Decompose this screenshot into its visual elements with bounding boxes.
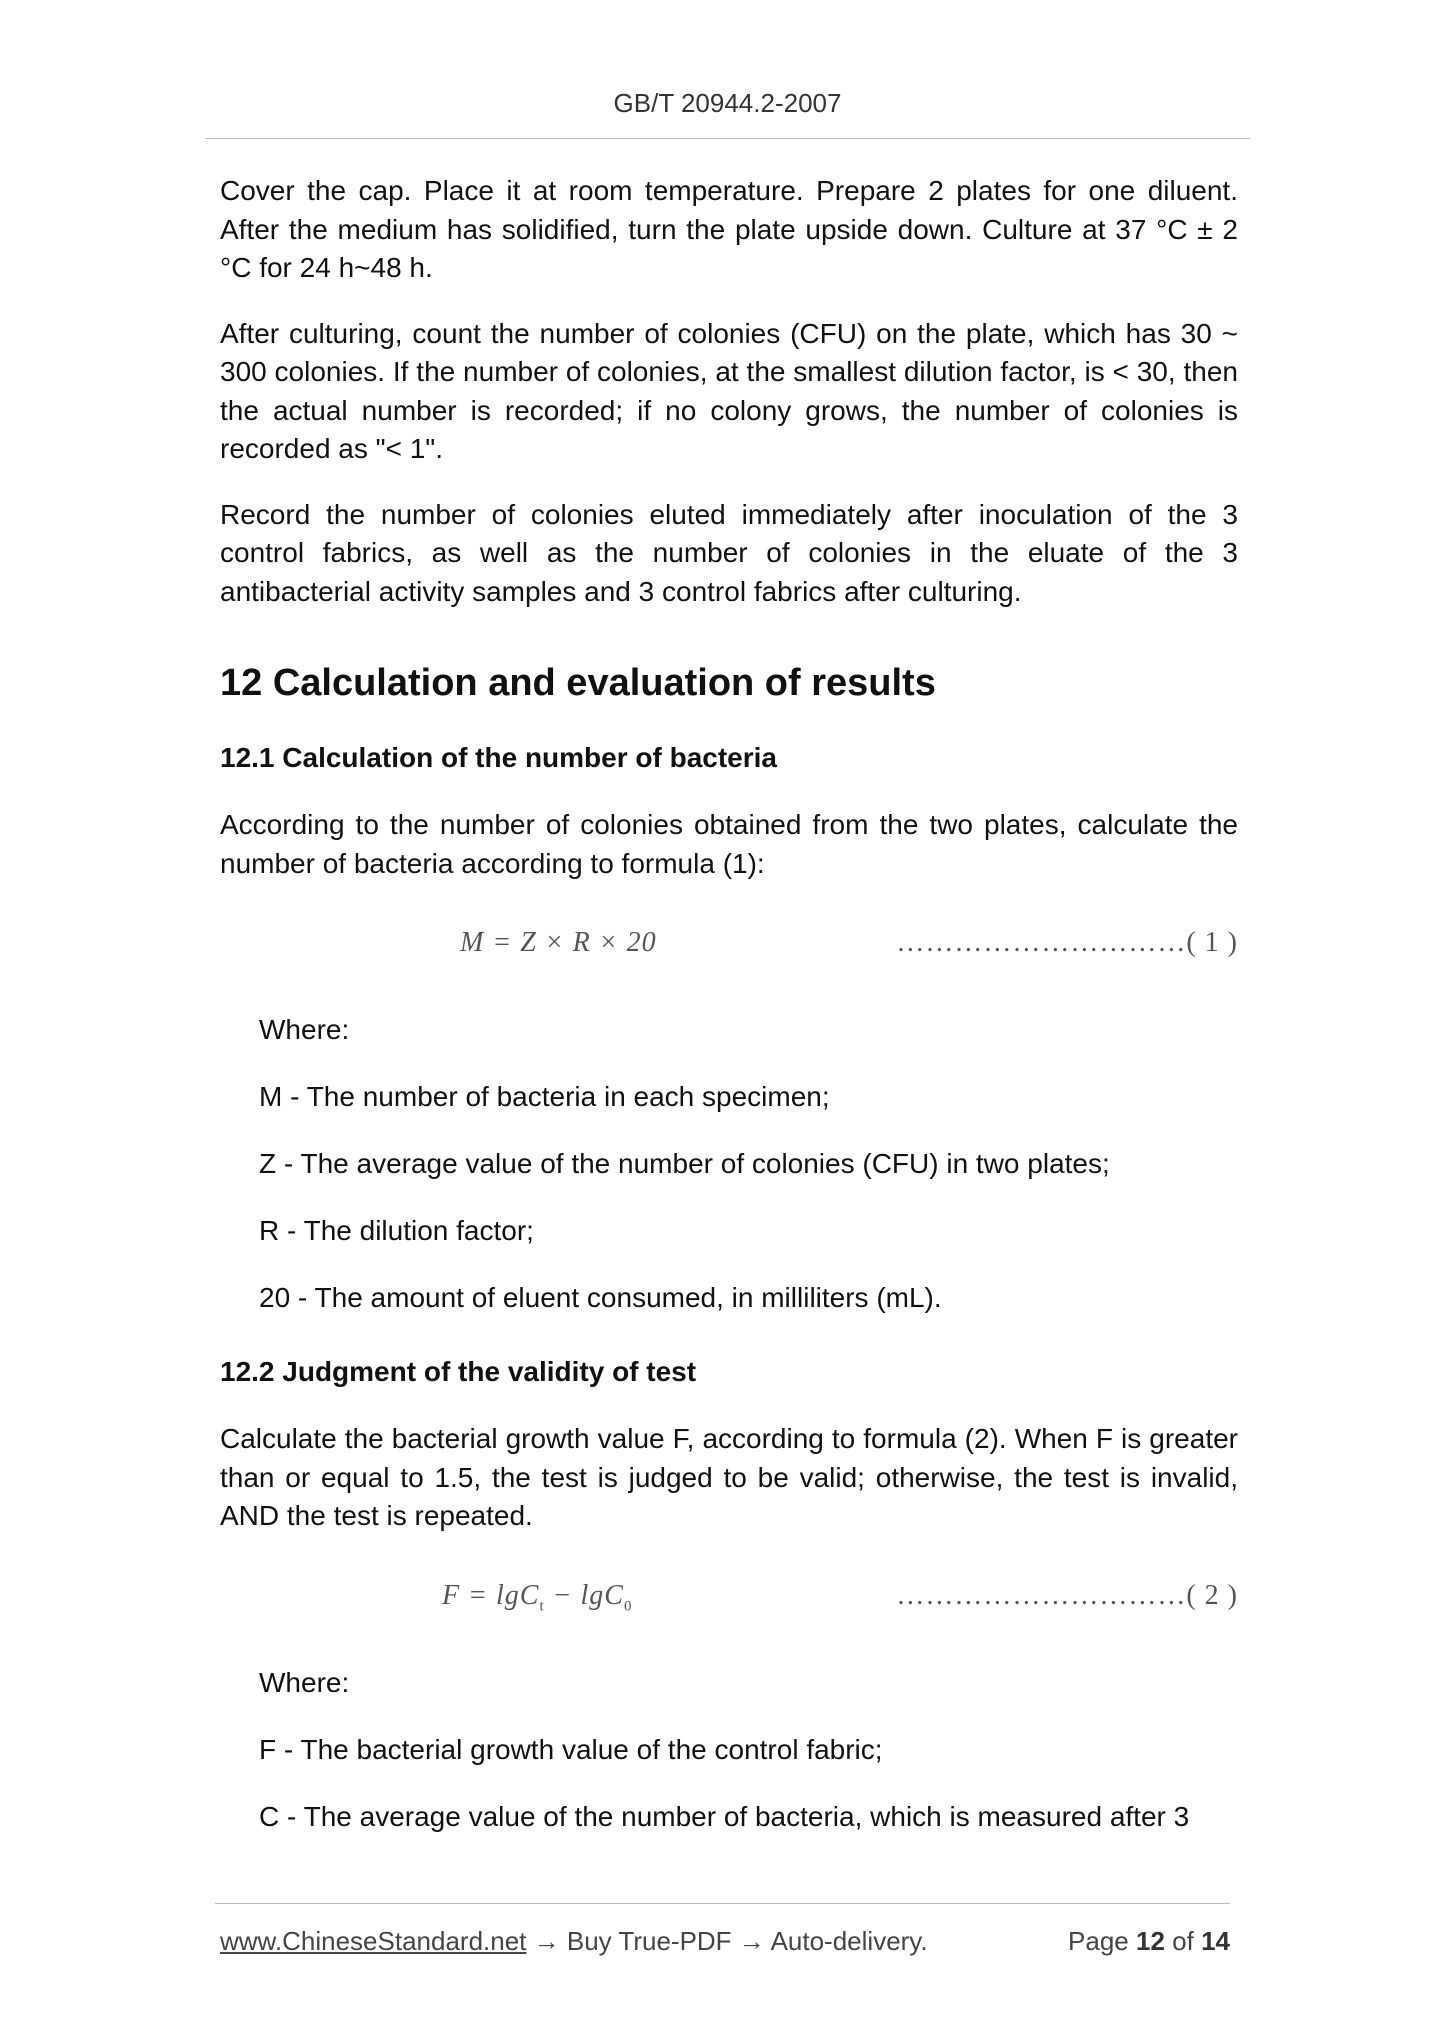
footer-divider <box>215 1903 1230 1904</box>
paragraph: After culturing, count the number of colonies (CFU) on the plate, which has 30 ~ 300 colonies. If the number of colonies, at the smallest dilution factor, is < 30, then the actual number is recorded; if no colony grows, the number of colonies is recorded as "< 1". <box>220 317 1238 464</box>
document-body <box>220 172 1238 1865</box>
formula-expression: F = lgC$_t$ − lgC$_0$ <box>442 1579 633 1615</box>
formula-expression: M = Z × R × 20 <box>460 927 657 958</box>
paragraph: Record the number of colonies eluted immediately after inoculation of the 3 control fabrics, as well as the number of colonies in the eluate of the 3 antibacterial activity samples and 3 control fabrics after culturing. <box>220 498 1238 607</box>
where-label: Where: <box>259 1666 350 1698</box>
page-header: GB/T 20944.2-2007 <box>613 88 842 118</box>
formula-number: …………………………( 1 ) <box>896 927 1238 958</box>
where-label: Where: <box>259 1014 350 1045</box>
paragraph: Cover the cap. Place it at room temperature. Prepare 2 plates for one diluent. After the medium has solidified, turn the plate upside down. Culture at 37 °C ± 2 °C for 24 h~48 h. <box>220 175 1238 283</box>
paragraph: According to the number of colonies obtained from the two plates, calculate the number of bacteria according to formula (1): <box>220 809 1238 879</box>
definition-item: 20 - The amount of eluent consumed, in milliliters (mL). <box>259 1282 942 1313</box>
definition-item: F - The bacterial growth value of the control fabric; <box>259 1733 883 1765</box>
definition-list <box>259 1011 1238 1317</box>
definition-item: Z - The average value of the number of colonies (CFU) in two plates; <box>259 1148 1110 1179</box>
page-number: Page 12 of 14 <box>1068 1926 1230 1956</box>
formula-2 <box>220 1576 1238 1622</box>
site-link[interactable]: www.ChineseStandard.net <box>220 1926 527 1956</box>
subsection-heading: 12.1 Calculation of the number of bacteria <box>220 742 778 773</box>
footer-promo: www.ChineseStandard.net → Buy True-PDF → Auto-delivery. <box>220 1926 928 1956</box>
definition-item: R - The dilution factor; <box>259 1215 534 1246</box>
section-heading: 12 Calculation and evaluation of results <box>220 662 936 704</box>
definition-item: M - The number of bacteria in each specimen; <box>259 1081 830 1112</box>
formula-1 <box>220 923 1238 969</box>
subsection-heading: 12.2 Judgment of the validity of test <box>220 1356 697 1387</box>
definition-list <box>259 1664 1238 1836</box>
header-divider <box>205 138 1250 139</box>
page-footer <box>220 1926 1230 1957</box>
paragraph: Calculate the bacterial growth value F, according to formula (2). When F is greater than or equal to 1.5, the test is judged to be valid; otherwise, the test is invalid, AND the test is repeated. <box>220 1423 1238 1531</box>
formula-number: …………………………( 2 ) <box>896 1579 1238 1611</box>
definition-item: C - The average value of the number of bacteria, which is measured after 3 <box>259 1800 1190 1832</box>
